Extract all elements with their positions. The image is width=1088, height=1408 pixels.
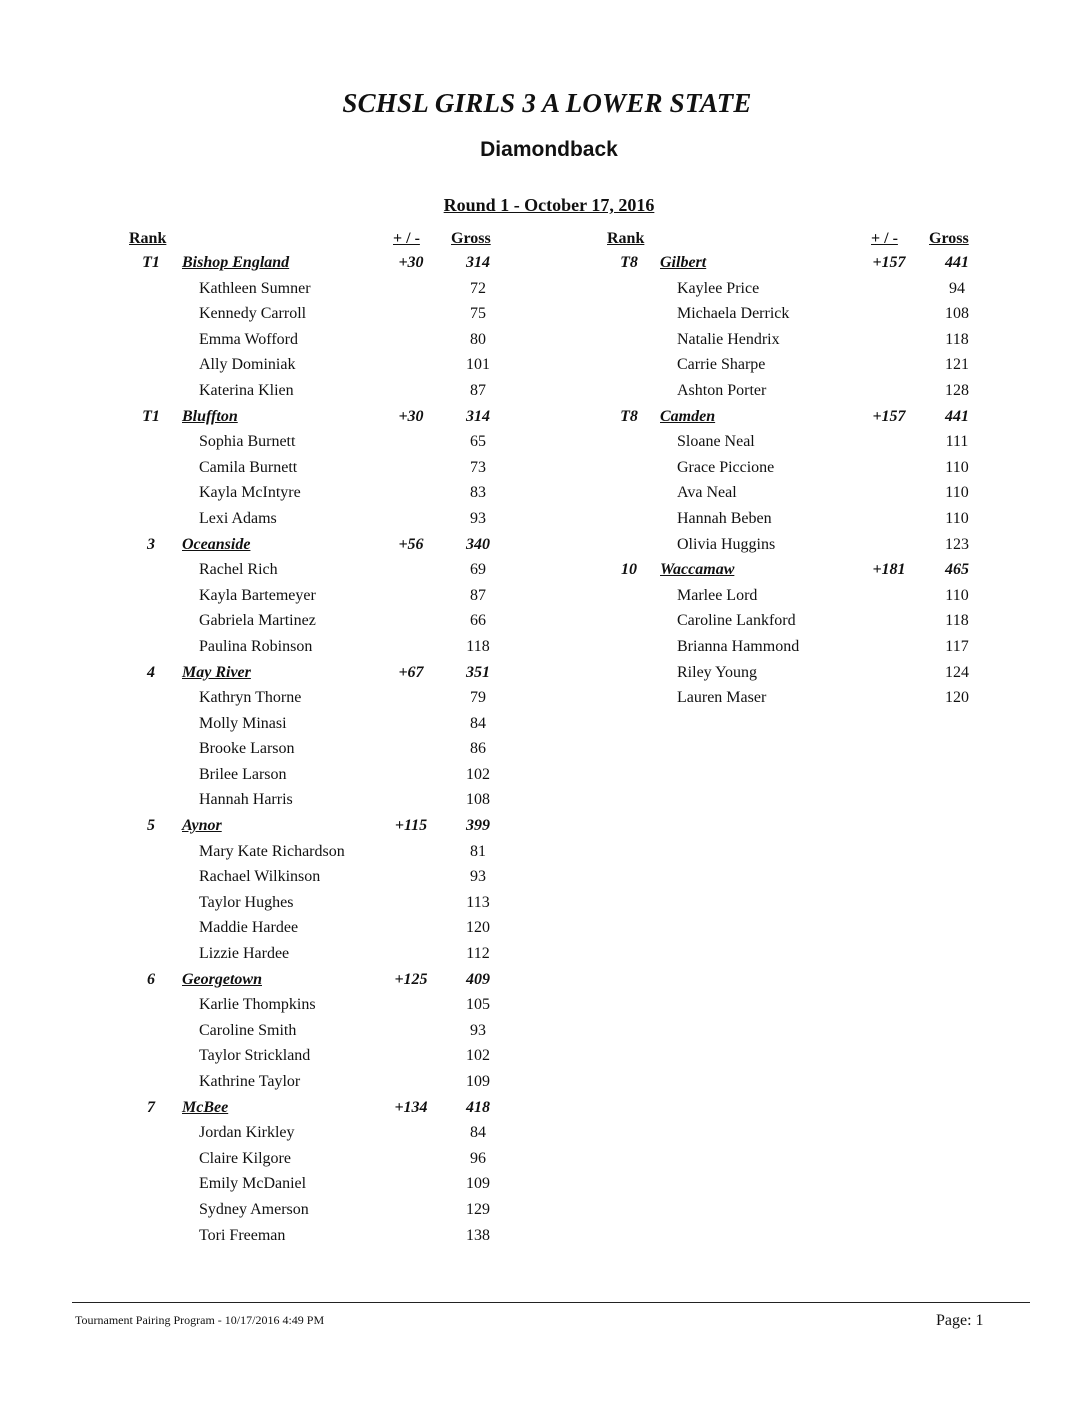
player-name: Lauren Maser bbox=[677, 689, 767, 707]
page-number: Page: 1 bbox=[936, 1312, 984, 1329]
player-name: Rachael Wilkinson bbox=[199, 868, 321, 886]
player-name: Emma Wofford bbox=[199, 330, 298, 348]
player-name: Maddie Hardee bbox=[199, 919, 299, 937]
player-name: Kathrine Taylor bbox=[199, 1073, 301, 1090]
player-name: Rachel Rich bbox=[199, 561, 278, 579]
player-score: 80 bbox=[470, 330, 486, 348]
team-gross: 340 bbox=[466, 535, 490, 553]
player-score: 112 bbox=[466, 945, 490, 963]
player-score: 73 bbox=[470, 458, 486, 476]
player-score: 120 bbox=[466, 919, 490, 937]
team-gross: 314 bbox=[466, 254, 490, 271]
team-rank: 10 bbox=[621, 561, 637, 579]
team-name: Georgetown bbox=[182, 970, 262, 988]
team-plus-minus: +115 bbox=[394, 817, 428, 835]
player-name: Brooke Larson bbox=[199, 740, 295, 758]
player-score: 108 bbox=[466, 791, 490, 809]
player-name: Lexi Adams bbox=[199, 509, 277, 527]
player-name: Camila Burnett bbox=[199, 458, 298, 476]
player-name: Caroline Smith bbox=[199, 1021, 297, 1039]
team-plus-minus: +134 bbox=[394, 1098, 428, 1116]
player-score: 96 bbox=[470, 1149, 486, 1167]
player-score: 117 bbox=[945, 637, 969, 655]
player-score: 110 bbox=[945, 509, 969, 527]
player-name: Sophia Burnett bbox=[199, 433, 296, 451]
player-name: Gabriela Martinez bbox=[199, 612, 316, 630]
plus-minus-header-right: + / - bbox=[871, 230, 898, 247]
player-score: 93 bbox=[470, 868, 486, 886]
player-name: Kaylee Price bbox=[677, 279, 760, 297]
player-name: Carrie Sharpe bbox=[677, 356, 766, 374]
team-plus-minus: +67 bbox=[398, 663, 424, 681]
player-name: Kennedy Carroll bbox=[199, 305, 307, 323]
team-name: McBee bbox=[182, 1098, 229, 1116]
player-name: Lizzie Hardee bbox=[199, 945, 290, 963]
player-score: 113 bbox=[466, 893, 490, 911]
footer-divider bbox=[72, 1302, 1030, 1303]
team-gross: 465 bbox=[945, 561, 969, 579]
player-name: Claire Kilgore bbox=[199, 1149, 291, 1167]
player-score: 109 bbox=[466, 1073, 490, 1090]
player-name: Emily McDaniel bbox=[199, 1175, 307, 1193]
player-name: Riley Young bbox=[677, 663, 758, 681]
player-score: 124 bbox=[945, 663, 969, 681]
player-score: 79 bbox=[470, 689, 486, 707]
team-name: Aynor bbox=[182, 817, 222, 835]
player-score: 110 bbox=[945, 484, 969, 502]
player-name: Ashton Porter bbox=[677, 381, 767, 399]
player-score: 81 bbox=[470, 842, 486, 860]
player-name: Katerina Klien bbox=[199, 381, 294, 399]
player-score: 72 bbox=[470, 279, 486, 297]
player-score: 102 bbox=[466, 1047, 490, 1065]
team-rank: T8 bbox=[620, 407, 638, 425]
player-name: Taylor Strickland bbox=[199, 1047, 311, 1065]
player-name: Hannah Harris bbox=[199, 791, 293, 809]
player-score: 110 bbox=[945, 586, 969, 604]
team-name: Bishop England bbox=[182, 254, 290, 271]
team-rank: 4 bbox=[147, 663, 155, 681]
document-title: SCHSL GIRLS 3 A LOWER STATE bbox=[342, 88, 752, 118]
team-name: May River bbox=[182, 663, 251, 681]
gross-header-right: Gross bbox=[929, 230, 969, 247]
team-gross: 314 bbox=[466, 407, 490, 425]
team-rank: 6 bbox=[147, 970, 155, 988]
team-rank: T1 bbox=[142, 254, 160, 271]
player-score: 111 bbox=[945, 433, 969, 451]
player-score: 75 bbox=[470, 305, 486, 323]
player-name: Ava Neal bbox=[677, 484, 737, 502]
team-name: Bluffton bbox=[182, 407, 238, 425]
team-name: Waccamaw bbox=[660, 561, 735, 579]
player-score: 84 bbox=[470, 1124, 486, 1142]
player-name: Hannah Beben bbox=[677, 509, 772, 527]
rank-header-left: Rank bbox=[129, 230, 167, 247]
player-score: 84 bbox=[470, 714, 486, 732]
player-score: 105 bbox=[466, 996, 490, 1014]
player-score: 120 bbox=[945, 689, 969, 707]
course-name: Diamondback bbox=[480, 138, 618, 161]
rank-header-right: Rank bbox=[607, 230, 645, 247]
player-score: 118 bbox=[945, 612, 969, 630]
player-score: 66 bbox=[470, 612, 486, 630]
player-score: 86 bbox=[470, 740, 486, 758]
team-plus-minus: +125 bbox=[394, 970, 428, 988]
team-name: Gilbert bbox=[660, 254, 707, 271]
player-name: Tori Freeman bbox=[199, 1226, 286, 1244]
player-score: 93 bbox=[470, 1021, 486, 1039]
player-name: Kathryn Thorne bbox=[199, 689, 302, 707]
team-name: Camden bbox=[660, 407, 716, 425]
player-name: Sloane Neal bbox=[677, 433, 755, 451]
team-plus-minus: +157 bbox=[872, 407, 906, 425]
player-name: Marlee Lord bbox=[677, 586, 758, 604]
player-score: 101 bbox=[466, 356, 490, 374]
team-plus-minus: +30 bbox=[398, 254, 424, 271]
team-rank: 7 bbox=[147, 1098, 155, 1116]
player-name: Kathleen Sumner bbox=[199, 279, 311, 297]
player-score: 65 bbox=[470, 433, 486, 451]
round-heading: Round 1 - October 17, 2016 bbox=[443, 195, 655, 215]
player-name: Olivia Huggins bbox=[677, 535, 776, 553]
gross-header-left: Gross bbox=[451, 230, 491, 247]
player-score: 102 bbox=[466, 765, 490, 783]
player-name: Paulina Robinson bbox=[199, 637, 313, 655]
player-name: Molly Minasi bbox=[199, 714, 287, 732]
player-name: Brianna Hammond bbox=[677, 637, 800, 655]
team-plus-minus: +30 bbox=[398, 407, 424, 425]
team-gross: 441 bbox=[945, 407, 969, 425]
player-score: 69 bbox=[470, 561, 486, 579]
player-score: 138 bbox=[466, 1226, 490, 1244]
player-name: Mary Kate Richardson bbox=[199, 842, 345, 860]
player-name: Ally Dominiak bbox=[199, 356, 296, 374]
player-score: 110 bbox=[945, 458, 969, 476]
team-plus-minus: +181 bbox=[872, 561, 906, 579]
team-gross: 441 bbox=[945, 254, 969, 271]
team-plus-minus: +157 bbox=[872, 254, 906, 271]
team-gross: 409 bbox=[466, 970, 490, 988]
team-rank: T8 bbox=[620, 254, 638, 271]
team-rank: T1 bbox=[142, 407, 160, 425]
plus-minus-header-left: + / - bbox=[393, 230, 420, 247]
player-name: Natalie Hendrix bbox=[677, 330, 780, 348]
player-name: Kayla Bartemeyer bbox=[199, 586, 316, 604]
team-gross: 418 bbox=[466, 1098, 490, 1116]
team-plus-minus: +56 bbox=[398, 535, 424, 553]
player-score: 83 bbox=[470, 484, 486, 502]
player-score: 87 bbox=[470, 381, 486, 399]
player-name: Grace Piccione bbox=[677, 458, 775, 476]
player-name: Taylor Hughes bbox=[199, 893, 294, 911]
team-rank: 3 bbox=[147, 535, 155, 553]
player-name: Sydney Amerson bbox=[199, 1200, 309, 1218]
player-score: 94 bbox=[949, 279, 965, 297]
player-score: 123 bbox=[945, 535, 969, 553]
player-score: 93 bbox=[470, 509, 486, 527]
player-score: 121 bbox=[945, 356, 969, 374]
team-gross: 351 bbox=[466, 663, 490, 681]
player-score: 108 bbox=[945, 305, 969, 323]
footer-program-info: Tournament Pairing Program - 10/17/2016 4:49 PM bbox=[75, 1313, 325, 1327]
player-score: 128 bbox=[945, 381, 969, 399]
player-score: 129 bbox=[466, 1200, 490, 1218]
player-name: Brilee Larson bbox=[199, 765, 287, 783]
player-name: Kayla McIntyre bbox=[199, 484, 301, 502]
team-name: Oceanside bbox=[182, 535, 251, 553]
player-name: Caroline Lankford bbox=[677, 612, 796, 630]
player-score: 109 bbox=[466, 1175, 490, 1193]
player-score: 118 bbox=[466, 637, 490, 655]
team-rank: 5 bbox=[147, 817, 155, 835]
player-name: Michaela Derrick bbox=[677, 305, 790, 323]
player-score: 87 bbox=[470, 586, 486, 604]
team-gross: 399 bbox=[466, 817, 490, 835]
player-name: Karlie Thompkins bbox=[199, 996, 316, 1014]
player-score: 118 bbox=[945, 330, 969, 348]
player-name: Jordan Kirkley bbox=[199, 1124, 295, 1142]
